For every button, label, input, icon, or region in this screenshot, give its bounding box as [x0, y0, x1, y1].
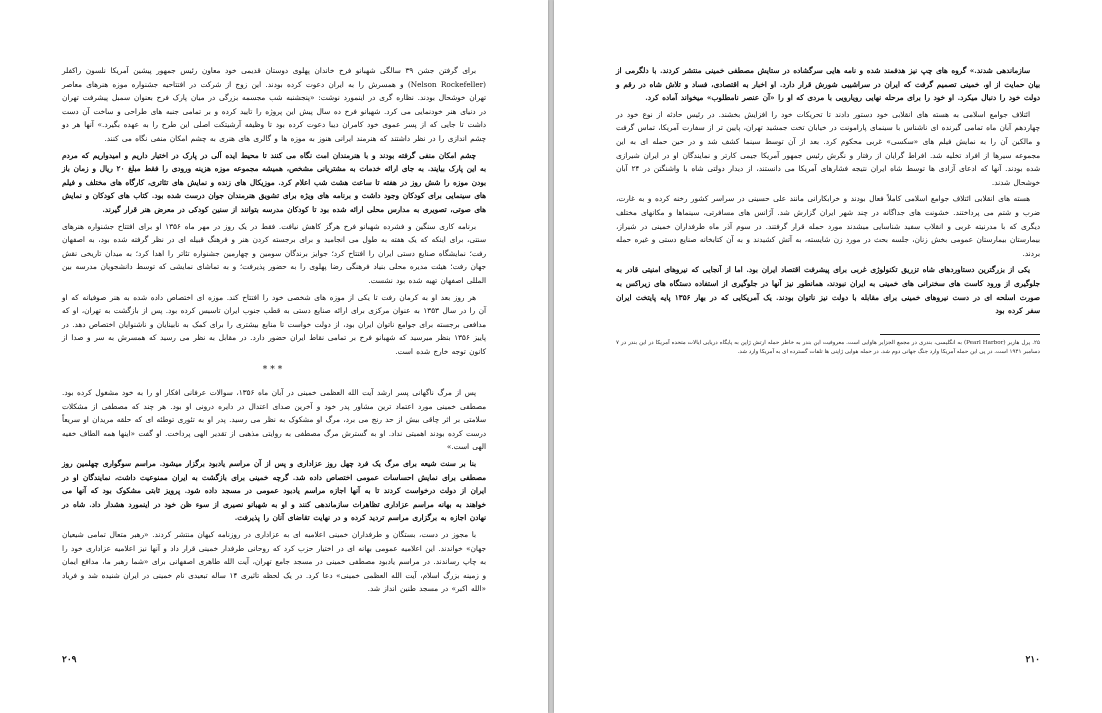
left-page: [0, 0, 548, 713]
right-page: [554, 0, 1102, 713]
paragraph: هر روز بعد او به کرمان رفت تا یکی از موزه های شخصی خود را افتتاح کند. موزه ای اختصاص داده شده به هنر صوفیانه که او آن را در سال ۱۳۵۳ به عنوان مرکزی برای ارائه صنایع دستی به قطب جنوب ایران تاسیس کرده بود. پس از بازگشت به تهران، او که مدافعی برجسته برای جوامع ناتوان ایران بود، از دولت خواست تا منابع بیشتری را برای کمک به نابینایان و ناشنوایان اختصاص دهد. در پاییز ۱۳۵۶ بنظر میرسید که شهبانو فرح بر تمامی نقاط ایران حضور دارد. در مقابل به نظر می رسید که همسرش به سر و صدا از کانون توجه خارج شده است.: [62, 292, 486, 356]
left-page-body: [62, 64, 486, 596]
page-number: ۲۰۹: [62, 655, 77, 665]
paragraph: هسته های انقلابی ائتلاف جوامع اسلامی کاملاً فعال بودند و خرابکارانی مانند علی حسینی در سراسر کشور رخنه کرده و به غارت، ضرب و شتم می پرداختند. خشونت های جداگانه در چند شهر ایران گزارش شد. آژانس های مسافرتی، سینماها و مکانهای مختلف دیگری که با مدرنیته غربی و انقلاب سفید شناسایی میشدند مورد حمله قرار گرفتند. در سوم آذر ماه طرفداران خمینی در شیراز، بیمارستان بیمارستان عمومی بخش زنان، جلسه بحث در مورد زن شایسته، به آتش کشیدند و به آن کتابخانه صنایع دستی و غیره حمله بردند.: [616, 194, 1040, 258]
paragraph: برنامه کاری سنگین و فشرده شهبانو فرح هرگز کاهش نیافت. فقط در یک روز در مهر ماه ۱۳۵۶ او برای افتتاح جشنواره هنرهای سنتی، برای اینکه که یک هفته به طول می انجامید و برای برجسته کردن هنر و فرهنگ قبیله ای در نظر گرفته شده بود، به اصفهان رفت؛ نمایشگاه صنایع دستی ایران را افتتاح کرد؛ جوایز برندگان سومین و چهارمین جشنواره تئاتر را اهدا کرد؛ به میدان تاریخی نقش جهان رفت؛ هیئت مدیره محلی بنیاد فرهنگی رضا پهلوی را به حضور پذیرفت؛ و به تماشای نمایشی که توسط دانشجویان مدرسه بین المللی اصفهان تهیه شده بود نشست.: [62, 221, 486, 285]
paragraph: بنا بر سنت شیعه برای مرگ یک فرد چهل روز عزاداری و پس از آن مراسم یادبود برگزار میشود. مراسم سوگواری چهلمین روز مصطفی برای نمایش احساسات عمومی اختصاص داده شد. گرچه خمینی برای بازگشت به ایران ممنوعیت داشت، نمایندگان او در ایران از دولت درخواست کردند تا به آنها اجازه مراسم یادبود عمومی در مسجد داده شود. پرویز ثابتی مشکوک بود که آنها می خواهند به بهانه مراسم عزاداری تظاهرات سازماندهی کنند و او به شهبانو نصیری از سوء ظن خود در اینمورد هشدار داد. شاه در نهادن اجازه به برگزاری مراسم تردید کرده و در نهایت تقاضای آنان را پذیرفت.: [62, 459, 486, 523]
paragraph: برای گرفتن جشن ۳۹ سالگی شهبانو فرح خاندان پهلوی دوستان قدیمی خود معاون رئیس جمهور پیشین آمریکا نلسون راکفلر (Nelson Rockefeller) و همسرش را به ایران دعوت کرده بودند. این زوج از شرکت در افتتاحیه جشنواره موزه هنرهای معاصر تهران خوشحال بودند. نظاره گری در اینمورد نوشت: «پنجشنبه شب مجسمه بزرگی در میان پارک فرح بعنوان سمبل پیشرفت تهران در دنیای هنر خودنمایی می کرد. شهبانو فرح ده سال پیش این پروژه را تایید کرده و بر تمامی جنبه های طراحی و ساخت آن دست داشت تا جایی که از پسر عموی خود کامران دیبا دعوت کرده بود تا وظیفه آرشیتکت اصلی این طرح را به عهده بگیرد.» آنها هر دو چشم اندازی را در نظر داشتند که هنرمند ایرانی هنوز به موزه ها و گالری های هنری به چشم امکان منفی نگاه می کنند.: [62, 66, 486, 143]
paragraph: ائتلاف جوامع اسلامی به هسته های انقلابی خود دستور دادند تا تحریکات خود را افزایش بخشند. در رئیس حادثه از نوع خود در چهاردهم آبان ماه تمامی گیرنده ای ناشناس با سینمای پارامونت در خیابان تخت جمشید تهران، پایین تر از سفارت آمریکا، تماس گرفت و مالکین آن را به نمایش فیلم های «سکسی» غربی محکوم کرد. بعد از آن توسط سینما کشف شد و در حین حمله ای به این مجموعه سیرها از افراد تخلیه شد. افراط گرایان از رفتار و نگرش رئیس جمهور آمریکا جیمی کارتر و نمایندگان او در ایران شیرازی شده بودند. آنها که ادعای آزادی ها توسط شاه ایران نتیجه فشارهای آمریکا می دانستند، از دیدار دولتی شاه با واشنگتن در ۲۴ آبان خوشحال شدند.: [616, 109, 1040, 187]
paragraph: با مجوز در دست، بستگان و طرفداران خمینی اعلامیه ای به عزاداری در روزنامه کیهان منتشر کردند. «رهبر متعال تمامی شیعیان جهان» خواندند. این اعلامیه عمومی بهانه ای در اختیار حزب کرد که روحانی طرفدار خمینی قرار داد و آنها نیز اعلامیه عزاداری خود را به چاپ رساندند. در مراسم یادبود مصطفی خمینی در مسجد جامع تهران، آیت الله طاهری اصفهانی برای «شما رهبر ما، مدافع ایمان و زمینه بزرگ اسلام، آیت الله العظمی خمینی» دعا کرد. در یک لحظه تاثیری ۱۴ ساله تبعیدی نام خمینی در ایران شنیده شد و فریاد «الله اکبر» در مسجد طنین انداز شد.: [62, 530, 486, 594]
paragraph: سازماندهی شدند.» گروه های چپ نیز هدفمند شده و نامه هایی سرگشاده در ستایش مصطفی خمینی منتشر کردند. با دلگرمی از بیان حمایت از او، خمینی تصمیم گرفت که ایران در سراشیبی شورش قرار دارد. او اخبار به اقتصادی، فساد و تلاش شاه در رقم و دولت خود را دنبال میکرد. او خود را برای مرحله نهایی رویارویی با مردی که او را «آن عنصر نامطلوب» میخواند آماده کرد.: [616, 66, 1040, 103]
section-separator: ***: [262, 365, 286, 376]
footnote-rule: [880, 334, 1040, 335]
paragraph: چشم امکان منفی گرفته بودند و با هنرمندان امت نگاه می کنند تا محیط ایده آلی در پارک در اختیار داریم و امیدواریم که مردم به این پارک بیایند. به جای ارائه خدمات به مشتریانی مشخص، همیشه مجموعه موزه هزینه ورودی را فقط مبلغ ۲۰ ریال و زمان باز بودن موزه را شش روز در هفته تا ساعت هشت شب اعلام کرد. موزیکال های زنده و نمایش های تئاتری، کارگاه های مختلف و فیلم های سینمایی برای کودکان وجود داشت و برنامه های ویژه برای تشویق هنرمندان جوان درست شده بود. کتاب های کودکان و نمایش های صوتی، تصویری به مدارس محلی ارائه شده بود تا کودکان مدرسه بتوانند از سنین کودکی در معرض هنر قرار گیرند.: [62, 150, 486, 214]
paragraph: یکی از بزرگترین دستاوردهای شاه تزریق تکنولوژی غربی برای پیشرفت اقتصاد ایران بود. اما از آنجایی که نیروهای امنیتی قادر به جلوگیری از ورود کاست های سخنرانی های خمینی به ایران نبودند، همانطور نیز آنها در جلوگیری از استفاده دستگاه های زیراکس به صورت اسلحه ای در دست نیروهای خمینی برای مقابله با دولت نیز ناتوان بودند. یک آمریکایی که در بهار ۱۳۵۶ پایه پایتخت ایران سفر کرده بود: [616, 265, 1040, 316]
paragraph: پس از مرگ ناگهانی پسر ارشد آیت الله العظمی خمینی در آبان ماه ۱۳۵۶، سوالات عرفانی افکار او را به خود مشغول کرده بود. مصطفی خمینی مورد اعتماد ترین مشاور پدر خود و آخرین صدای اعتدال در دایره درونی او بود. هر چند که مصطفی از مشکلات سلامتی بر اثر چاقی بیش از حد رنج می برد، مرگ او مشکوک به نظر می رسید. پدر او به تئوری توطئه ای که حلقه مریدان او سریعاً درست کرده بودند اهمیتی نداد. او به گسترش مرگ مصطفی به روایتی مذهبی از تقدیر الهی پرداخت. او گفت «اینها همه الطاف خفیه الهی است.»: [62, 388, 486, 452]
footnote: ۲۵. پرل هاربر (Pearl Harbor) به انگلیسی، بندری در مجمع الجزایر هاوایی است. معروفیت این بندر به خاطر حمله ارتش ژاپن به پایگاه دریایی ایالات متحده آمریکا در این بندر در ۷ دسامبر ۱۹۴۱ است. در پی این حمله آمریکا وارد جنگ جهانی دوم شد. در حمله هوایی ژاپنی ها تلفات گسترده ای به آمریکا وارد شد.: [616, 339, 1040, 355]
page-number: ۲۱۰: [1025, 655, 1040, 665]
right-page-body: [616, 64, 1040, 318]
